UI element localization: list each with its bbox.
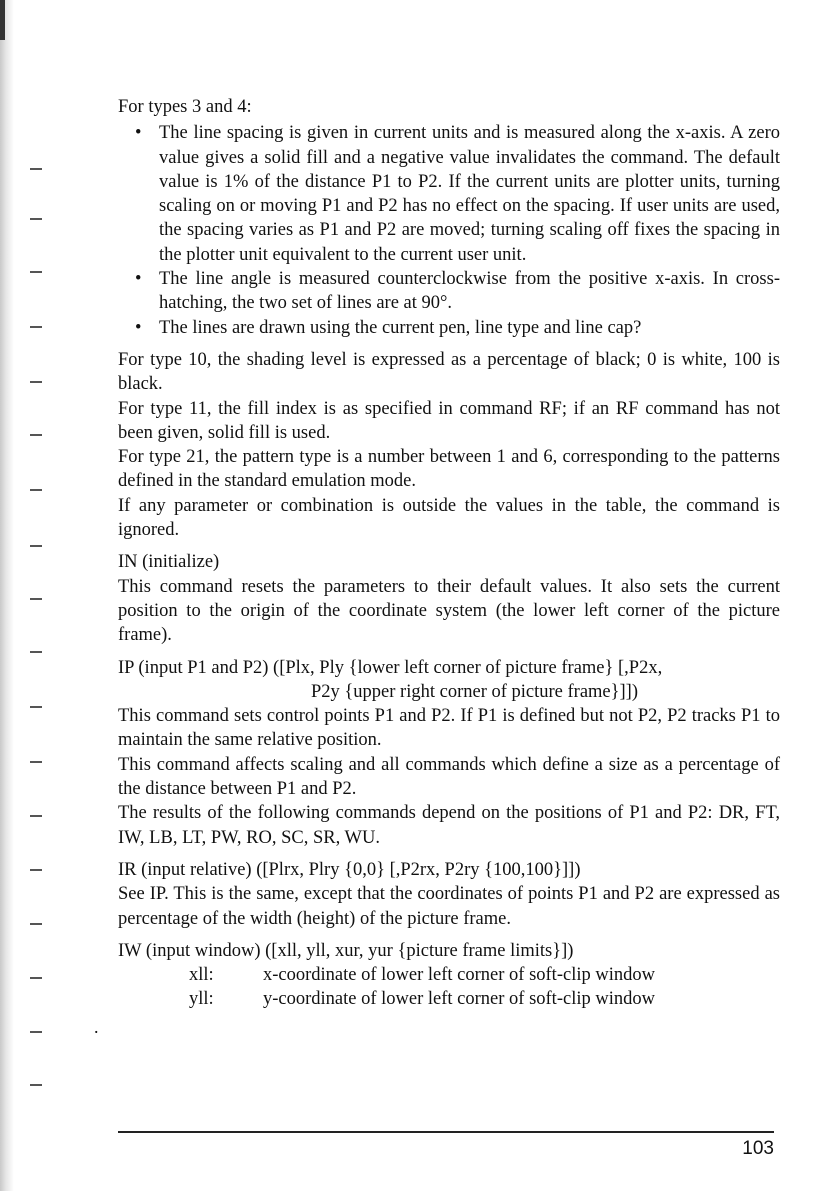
type-11-paragraph: For type 11, the fill index is as specified in command RF; if an RF command has not been given, solid fill is used.: [118, 398, 780, 443]
ip-command-heading: IP (input P1 and P2) ([Plx, Ply {lower left corner of picture frame} [,P2x,: [118, 657, 663, 678]
iw-param-xll: [118, 963, 780, 987]
invalid-parameter-paragraph: If any parameter or combination is outside the values in the table, the command is ignored.: [118, 495, 780, 541]
param-description: x-coordinate of lower left corner of soft-clip window: [263, 965, 655, 986]
ip-command-section: [118, 656, 780, 850]
types-3-4-intro: For types 3 and 4:: [118, 97, 252, 117]
margin-tick: [30, 381, 42, 383]
margin-tick: [30, 651, 42, 653]
bullet-mark: •: [135, 269, 142, 290]
margin-tick: [30, 869, 42, 871]
margin-tick: [30, 1031, 42, 1033]
ip-command-heading-continued: P2y {upper right corner of picture frame}]]): [311, 681, 638, 702]
ir-command-body: See IP. This is the same, except that the coordinates of points P1 and P2 are expressed as percentage of the width (height) of the picture frame.: [118, 884, 780, 929]
type-21-paragraph: For type 21, the pattern type is a number between 1 and 6, corresponding to the patterns defined in the standard emulation mode.: [118, 447, 780, 492]
type-10-paragraph: For type 10, the shading level is expressed as a percentage of black; 0 is white, 100 is black.: [118, 349, 780, 395]
margin-tick: [30, 326, 42, 328]
margin-tick: [30, 434, 42, 436]
ir-command-heading: IR (input relative) ([Plrx, Plry {0,0} [,P2rx, P2ry {100,100}]]): [118, 859, 581, 880]
ip-command-body-3: The results of the following commands depend on the positions of P1 and P2: DR, FT, IW, LB, LT, PW, RO, SC, SR, WU.: [118, 803, 780, 848]
iw-param-yll: [118, 987, 780, 1011]
scan-edge-mark: [0, 0, 5, 40]
types-3-4-bullets: [118, 121, 780, 340]
ir-command-section: [118, 858, 780, 931]
iw-parameter-list: [118, 963, 780, 1012]
param-term: yll:: [189, 989, 214, 1010]
ip-command-body-1: This command sets control points P1 and P2. If P1 is defined but not P2, P2 tracks P1 to maintain the same relative position.: [118, 706, 780, 751]
margin-tick: [30, 271, 42, 273]
in-command-body: This command resets the parameters to their default values. It also sets the current position to the origin of the coordinate system (the lower left corner of the picture frame).: [118, 576, 780, 646]
margin-tick: [30, 761, 42, 763]
in-command-section: [118, 550, 780, 647]
margin-tick: [30, 923, 42, 925]
bullet-line-angle: • The line angle is measured counterclockwise from the positive x-axis. In cross-hatching, the two set of lines are at 90°.: [135, 269, 780, 314]
page-number: 103: [742, 1138, 774, 1159]
margin-tick: [30, 598, 42, 600]
bullet-mark: •: [135, 123, 142, 144]
in-command-heading: IN (initialize): [118, 552, 220, 573]
margin-tick: [30, 218, 42, 220]
stray-mark: .: [94, 1017, 99, 1037]
footer-rule: [118, 1131, 774, 1133]
margin-tick: [30, 977, 42, 979]
margin-tick: [30, 706, 42, 708]
iw-command-section: [118, 939, 780, 1012]
bullet-line-pen: • The lines are drawn using the current pen, line type and line cap?: [118, 316, 780, 340]
bullet-line-spacing: • The line spacing is given in current units and is measured along the x-axis. A zero value gives a solid fill and a negative value invalidates the command. The default value is 1% of the distance P1 to P2. If the current units are plotter units, turning scaling on or moving P1 and P2 has no effect on the spacing. If user units are used, the spacing varies as P1 and P2 are moved; turning scaling off fixes the spacing in the plotter unit equivalent to the current user unit.: [135, 123, 780, 265]
fill-types-section: [118, 348, 780, 542]
param-description: y-coordinate of lower left corner of soft-clip window: [263, 989, 655, 1010]
param-term: xll:: [189, 965, 214, 986]
margin-tick: [30, 168, 42, 170]
margin-tick: [30, 1084, 42, 1086]
page-content: [118, 95, 780, 1012]
margin-tick: [30, 489, 42, 491]
bullet-mark: •: [135, 317, 142, 338]
iw-command-heading: IW (input window) ([xll, yll, xur, yur {picture frame limits}]): [118, 940, 574, 961]
ip-command-body-2: This command affects scaling and all commands which define a size as a percentage of the distance between P1 and P2.: [118, 754, 780, 800]
scan-edge-shadow: [0, 0, 14, 1191]
margin-tick: [30, 545, 42, 547]
margin-tick: [30, 815, 42, 817]
